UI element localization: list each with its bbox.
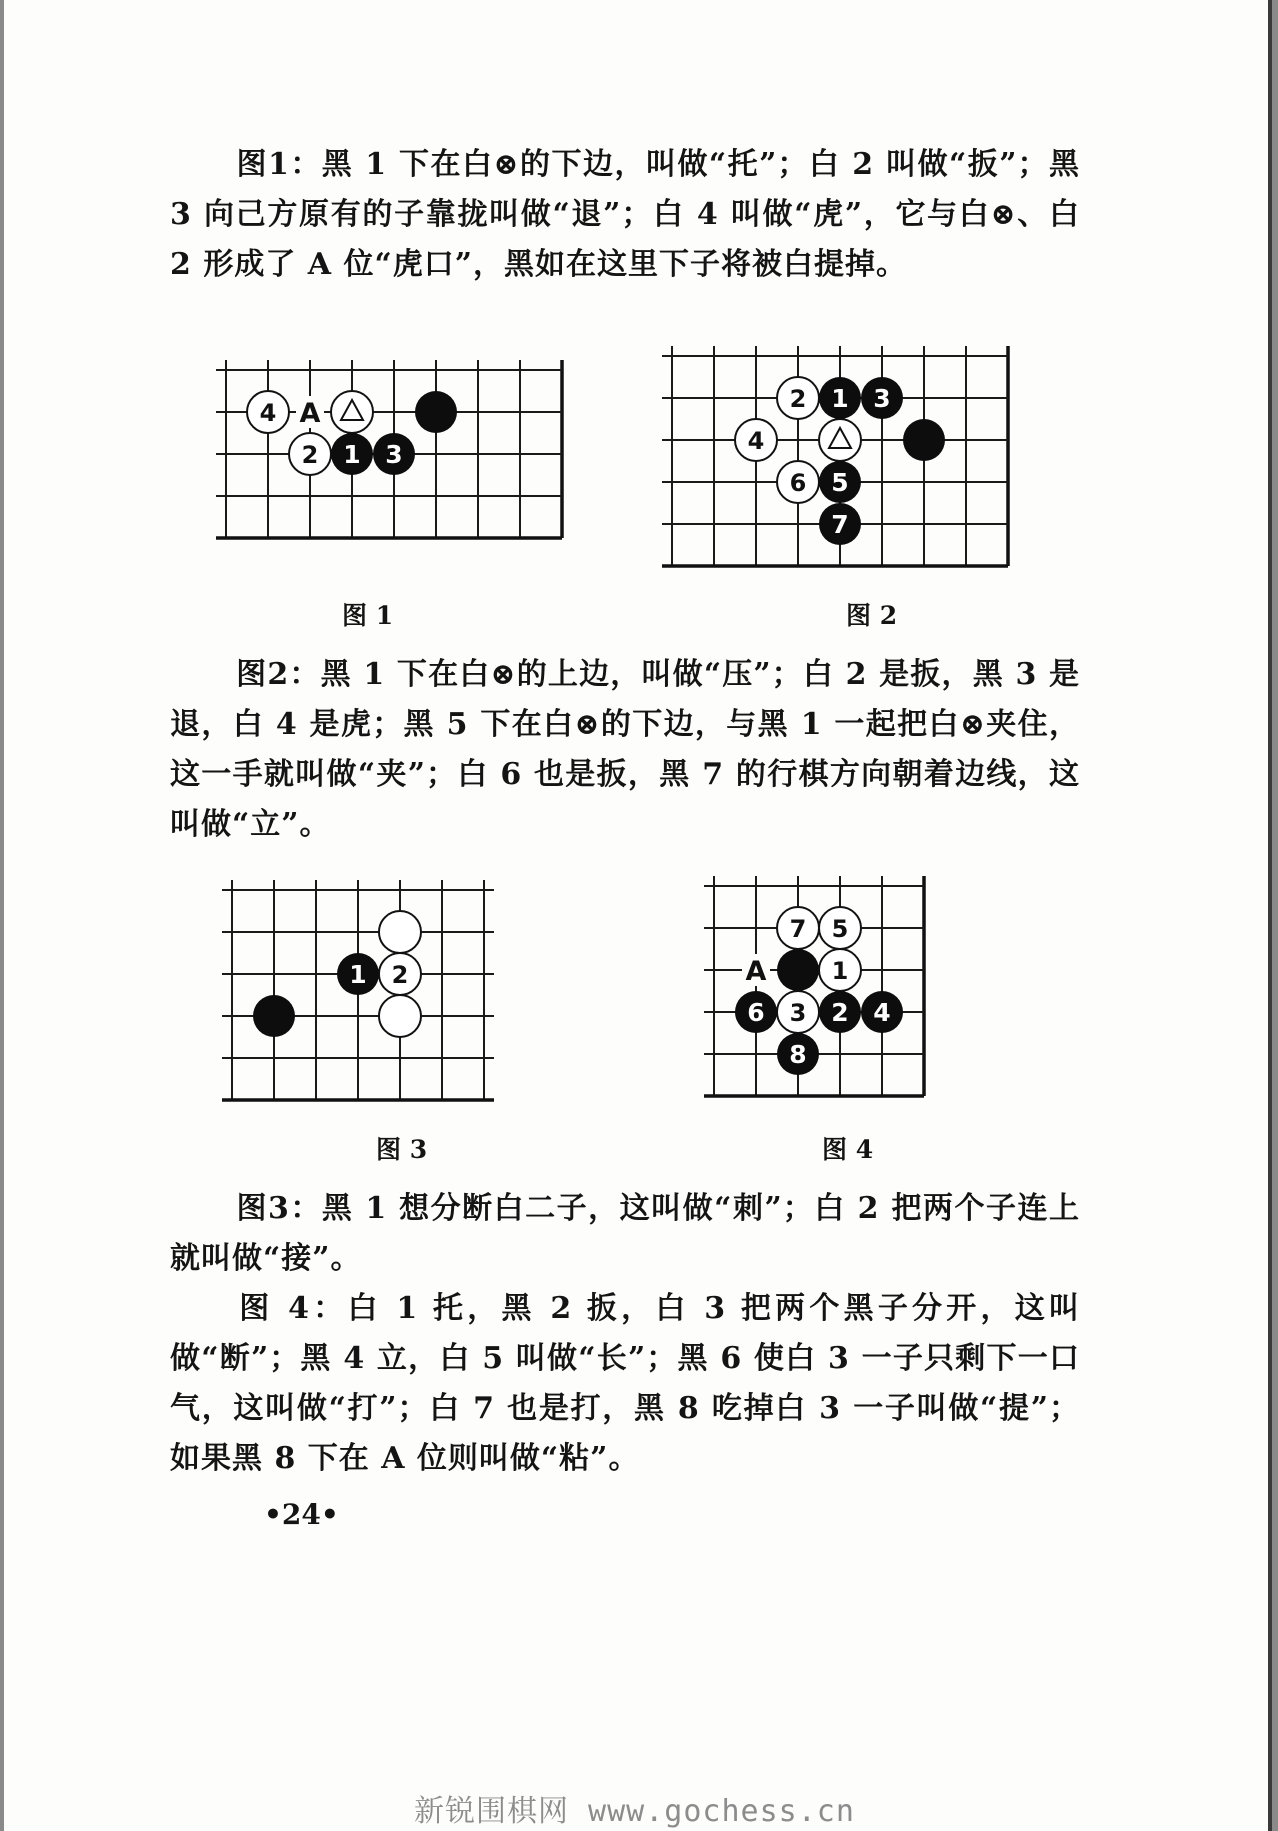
paragraph-fig3: 图3：黑 1 想分断白二子，这叫做“刺”；白 2 把两个子连上就叫做“接”。: [170, 1191, 1080, 1276]
black-stone: [777, 949, 819, 991]
black-stone: [903, 419, 945, 461]
black-stone: [373, 433, 415, 475]
move-number: 3: [873, 384, 891, 413]
stone-disc: [331, 391, 373, 433]
move-number: 5: [831, 915, 849, 943]
black-stone: [819, 503, 861, 545]
move-number: 1: [349, 960, 367, 989]
white-stone: [777, 377, 819, 419]
stone-disc: [379, 911, 421, 953]
move-number: 1: [831, 957, 849, 985]
move-number: 1: [831, 384, 849, 413]
move-number: 2: [831, 998, 849, 1027]
caption-fig4: 图 4: [822, 1135, 874, 1164]
move-number: 4: [747, 427, 765, 455]
move-number: 2: [391, 961, 409, 989]
watermark-footer: 新锐围棋网 www.gochess.cn: [414, 1794, 855, 1829]
black-stone: [735, 991, 777, 1033]
white-stone: [379, 953, 421, 995]
move-number: 6: [747, 998, 765, 1027]
white-stone: [819, 949, 861, 991]
caption-fig1: 图 1: [342, 601, 394, 630]
white-stone: [289, 433, 331, 475]
white-stone: [819, 907, 861, 949]
black-stone: [331, 433, 373, 475]
black-stone: [861, 377, 903, 419]
move-number: 4: [873, 998, 891, 1027]
move-number: 4: [259, 399, 277, 427]
black-stone: [819, 991, 861, 1033]
move-number: 3: [385, 440, 403, 469]
stone-disc: [777, 949, 819, 991]
black-stone: [777, 1033, 819, 1075]
page-number: •24•: [264, 1498, 339, 1531]
page-border: [1268, 0, 1272, 1831]
go-diagram-fig3: [226, 878, 526, 1106]
move-number: 1: [343, 440, 361, 469]
black-stone: [819, 461, 861, 503]
black-stone: [415, 391, 457, 433]
move-number: 2: [301, 441, 319, 469]
stone-disc: [819, 419, 861, 461]
move-number: 8: [789, 1040, 807, 1069]
go-diagram-fig1: [220, 352, 550, 554]
black-stone: [337, 953, 379, 995]
stone-disc: [903, 419, 945, 461]
paragraph-fig2: 图2：黑 1 下在白⊗的上边，叫做“压”；白 2 是扳，黑 3 是退，白 4 是虎；黑 5 下在白⊗的下边，与黑 1 一起把白⊗夹住，这一手就叫做“夹”；白 6 也是扳，黑 7 的行棋方向朝着边线，这叫做“立”。: [170, 657, 1080, 842]
white-stone: [379, 995, 421, 1037]
paragraph-fig1: 图1：黑 1 下在白⊗的下边，叫做“托”；白 2 叫做“扳”；黑 3 向己方原有的子靠拢叫做“退”；白 4 叫做“虎”，它与白⊗、白 2 形成了 A 位“虎口”，黑如在这里下子将被白提掉。: [170, 147, 1080, 282]
move-number: 7: [789, 915, 807, 943]
white-stone: [331, 391, 373, 433]
white-stone: [777, 907, 819, 949]
white-stone: [247, 391, 289, 433]
book-page: [4, 0, 1272, 1831]
stone-disc: [379, 995, 421, 1037]
move-number: 6: [789, 469, 807, 497]
stone-disc: [253, 995, 295, 1037]
caption-fig3: 图 3: [376, 1135, 428, 1164]
caption-fig2: 图 2: [846, 601, 898, 630]
paragraph-fig4: 图 4：白 1 托，黑 2 扳，白 3 把两个黑子分开，这叫做“断”；黑 4 立，白 5 叫做“长”；黑 6 使白 3 一子只剩下一口气，这叫做“打”；白 7 也是打，黑 8 吃掉白 3 一子叫做“提”；如果黑 8 下在 A 位则叫做“粘”。: [170, 1291, 1080, 1476]
white-stone: [735, 419, 777, 461]
white-stone: [379, 911, 421, 953]
move-number: 5: [831, 468, 849, 497]
go-diagram-fig4: [708, 870, 952, 1106]
black-stone: [253, 995, 295, 1037]
stone-disc: [415, 391, 457, 433]
white-stone: [819, 419, 861, 461]
white-stone: [777, 991, 819, 1033]
black-stone: [819, 377, 861, 419]
point-label: A: [745, 956, 767, 987]
move-number: 7: [831, 510, 849, 539]
move-number: 2: [789, 385, 807, 413]
white-stone: [777, 461, 819, 503]
black-stone: [861, 991, 903, 1033]
point-label: A: [299, 398, 321, 429]
go-diagram-fig2: [664, 340, 1030, 572]
move-number: 3: [789, 999, 807, 1027]
